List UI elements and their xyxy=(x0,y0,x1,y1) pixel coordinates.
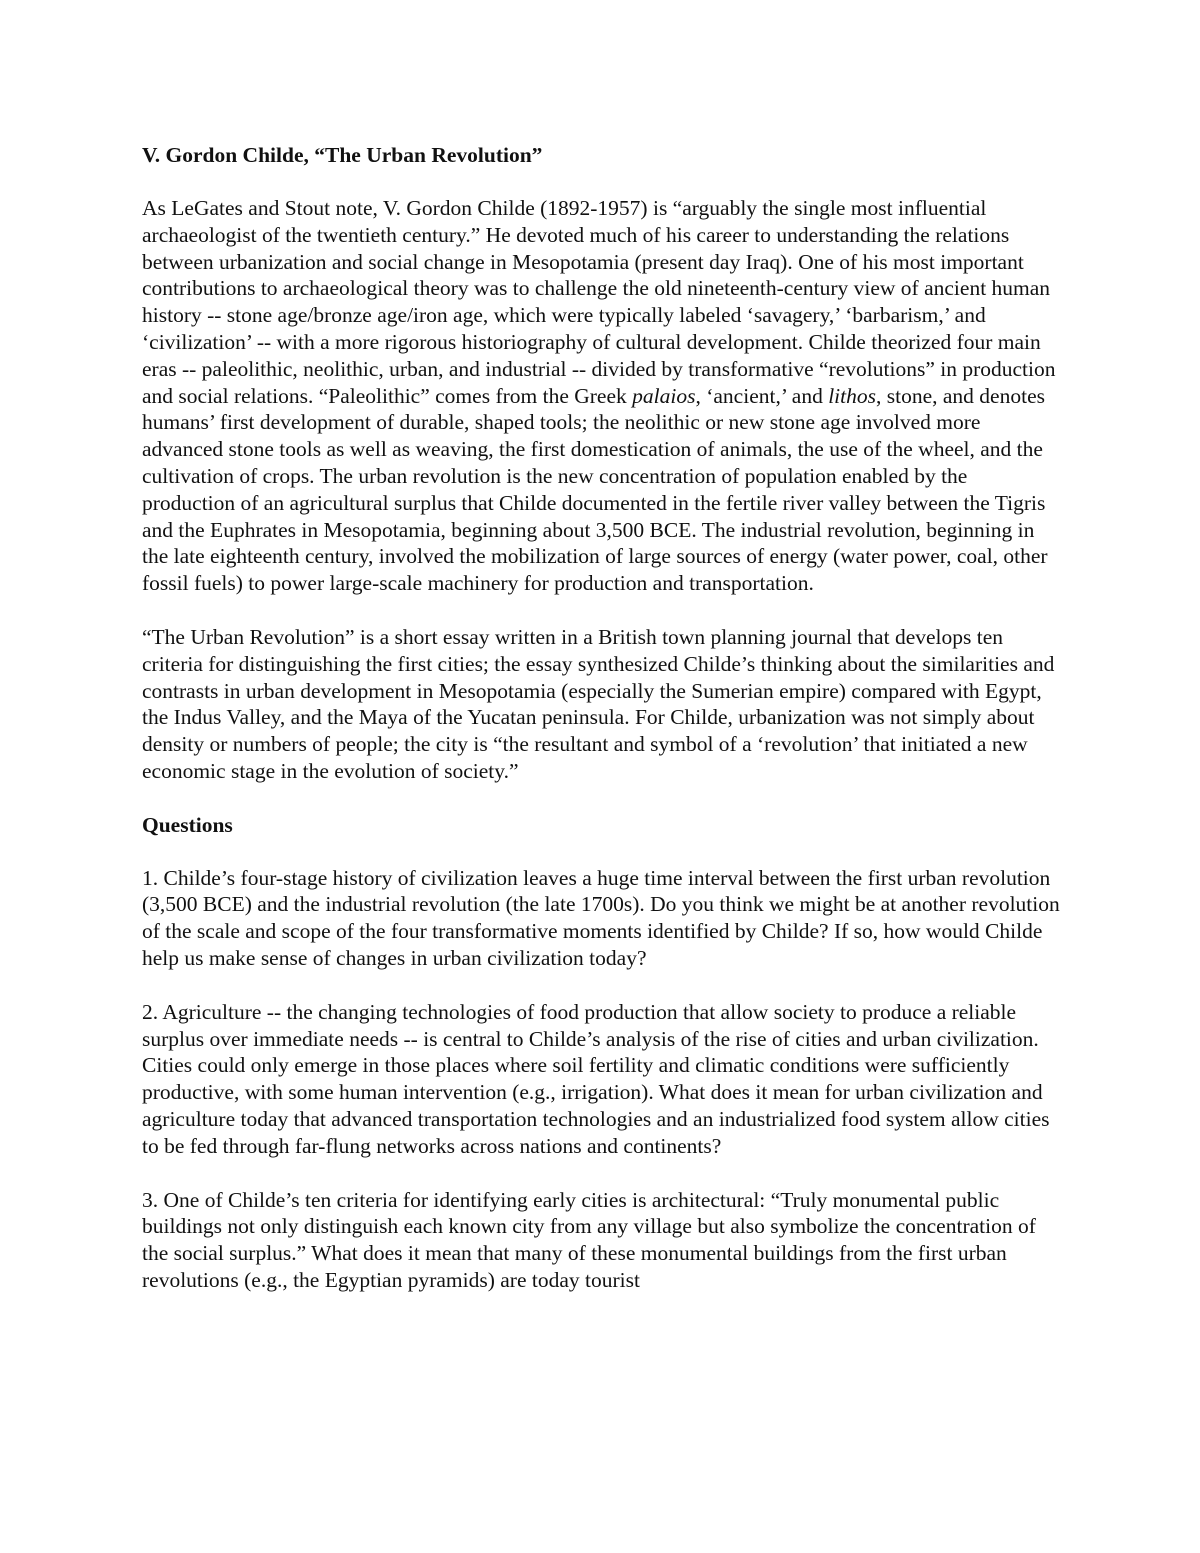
intro-italic-palaios: palaios xyxy=(632,383,696,408)
intro-text-part-1: As LeGates and Stout note, V. Gordon Childe (1892-1957) is “arguably the single most influential archaeologist of the twentieth century.” He devoted much of his career to understanding the relations between urbanization and social change in Mesopotamia (present day Iraq). One of his most important contributions to archaeological theory was to challenge the old nineteenth-century view of ancient human history -- stone age/bronze age/iron age, which were typically labeled ‘savagery,’ ‘barbarism,’ and ‘civilization’ -- with a more rigorous historiography of cultural development. Childe theorized four main eras -- paleolithic, neolithic, urban, and industrial -- divided by transformative “revolutions” in production and social relations. “Paleolithic” comes from the Greek xyxy=(142,196,1056,408)
intro-italic-lithos: lithos xyxy=(828,383,876,408)
question-3: 3. One of Childe’s ten criteria for identifying early cities is architectural: “Truly monumental public buildings not only distinguish each known city from any village but also symbolize the concentration of the social surplus.” What does it mean that many of these monumental buildings from the first urban revolutions (e.g., the Egyptian pyramids) are today tourist xyxy=(142,1187,1036,1292)
intro-paragraph xyxy=(142,195,1062,597)
essay-paragraph: “The Urban Revolution” is a short essay written in a British town planning journal that develops ten criteria for distinguishing the first cities; the essay synthesized Childe’s thinking about the similarities and contrasts in urban development in Mesopotamia (especially the Sumerian empire) compared with Egypt, the Indus Valley, and the Maya of the Yucatan peninsula. For Childe, urbanization was not simply about density or numbers of people; the city is “the resultant and symbol of a ‘revolution’ that initiated a new economic stage in the evolution of society.” xyxy=(142,624,1055,783)
question-2: 2. Agriculture -- the changing technologies of food production that allow society to produce a reliable surplus over immediate needs -- is central to Childe’s analysis of the rise of cities and urban civilization. Cities could only emerge in those places where soil fertility and climatic conditions were sufficiently productive, with some human intervention (e.g., irrigation). What does it mean for urban civilization and agriculture today that advanced transportation technologies and an industrialized food system allow cities to be fed through far-flung networks across nations and continents? xyxy=(142,999,1050,1158)
intro-text-part-3: , stone, and denotes humans’ first development of durable, shaped tools; the neolithic or new stone age involved more advanced stone tools as well as weaving, the first domestication of animals, the use of the wheel, and the cultivation of crops. The urban revolution is the new concentration of population enabled by the production of an agricultural surplus that Childe documented in the fertile river valley between the Tigris and the Euphrates in Mesopotamia, beginning about 3,500 BCE. The industrial revolution, beginning in the late eighteenth century, involved the mobilization of large sources of energy (water power, coal, other fossil fuels) to power large-scale machinery for production and transportation. xyxy=(142,383,1048,596)
intro-text-part-2: , ‘ancient,’ and xyxy=(695,383,829,408)
document-title: V. Gordon Childe, “The Urban Revolution” xyxy=(142,143,543,167)
question-1: 1. Childe’s four-stage history of civilization leaves a huge time interval between the first urban revolution (3,500 BCE) and the industrial revolution (the late 1700s). Do you think we might be at another revolution of the scale and scope of the four transformative moments identified by Childe? If so, how would Childe help us make sense of changes in urban civilization today? xyxy=(142,865,1060,970)
questions-heading: Questions xyxy=(142,812,233,837)
document-content xyxy=(142,142,1062,1321)
